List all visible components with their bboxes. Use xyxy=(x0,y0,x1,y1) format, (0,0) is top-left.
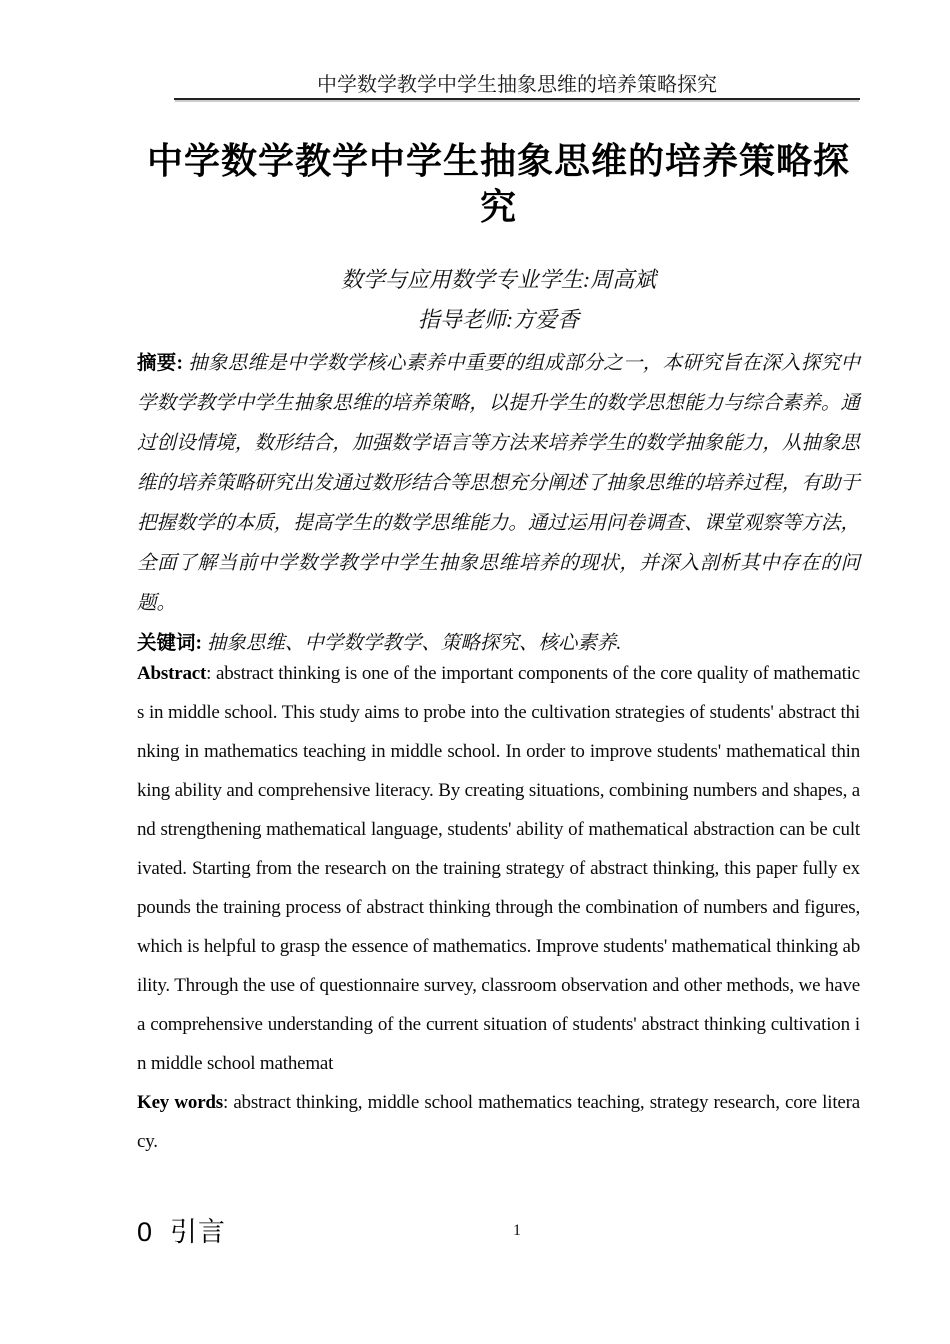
running-header xyxy=(174,74,860,100)
abstract-en-paragraph xyxy=(137,654,860,1083)
keywords-cn-text: 抽象思维、中学数学教学、策略探究、核心素养. xyxy=(206,633,622,654)
keywords-en-paragraph xyxy=(137,1083,860,1161)
abstract-cn-label: 摘要: xyxy=(137,353,189,374)
abstract-en-text: : abstract thinking is one of the important components of the core quality of mathematics in middle school. This study aims to probe into the cultivation strategies of students' abstract thinking in mathematics teaching in middle school. In order to improve students' mathematical thinking ability and comprehensive literacy. By creating situations, combining numbers and shapes, and strengthening mathematical language, students' ability of mathematical abstraction can be cultivated. Starting from the research on the training strategy of abstract thinking, this paper fully expounds the training process of abstract thinking through the combination of numbers and figures, which is helpful to grasp the essence of mathematics. Improve students' mathematical thinking ability. Through the use of questionnaire survey, classroom observation and other methods, we have a comprehensive understanding of the current situation of students' abstract thinking cultivation in middle school mathemat xyxy=(137,663,860,1074)
abstract-en-label: Abstract xyxy=(137,663,207,684)
keywords-en-label: Key words xyxy=(137,1092,223,1113)
author-advisor-line: 指导老师:方爱香 xyxy=(417,307,580,332)
keywords-en-text: : abstract thinking, middle school mathematics teaching, strategy research, core literacy. xyxy=(137,1092,860,1152)
abstract-cn-paragraph xyxy=(137,344,860,624)
document-title: 中学数学教学中学生抽象思维的培养策略探究 xyxy=(146,140,850,227)
keywords-cn-label: 关键词: xyxy=(137,633,207,654)
author-student-line: 数学与应用数学专业学生:周高斌 xyxy=(340,267,657,292)
page-number: 1 xyxy=(513,1222,521,1239)
running-header-title: 中学数学教学中学生抽象思维的培养策略探究 xyxy=(317,74,717,96)
abstract-cn-text: 抽象思维是中学数学核心素养中重要的组成部分之一，本研究旨在深入探究中学数学教学中学生抽象思维的培养策略，以提升学生的数学思想能力与综合素养。通过创设情境，数形结合，加强数学语言等方法来培养学生的数学抽象能力，从抽象思维的培养策略研究出发通过数形结合等思想充分阐述了抽象思维的培养过程，有助于把握数学的本质，提高学生的数学思维能力。通过运用问卷调查、课堂观察等方法，全面了解当前中学数学教学中学生抽象思维培养的现状，并深入剖析其中存在的问题。 xyxy=(137,353,860,614)
section-heading-introduction: 0 引言 xyxy=(137,1217,227,1247)
